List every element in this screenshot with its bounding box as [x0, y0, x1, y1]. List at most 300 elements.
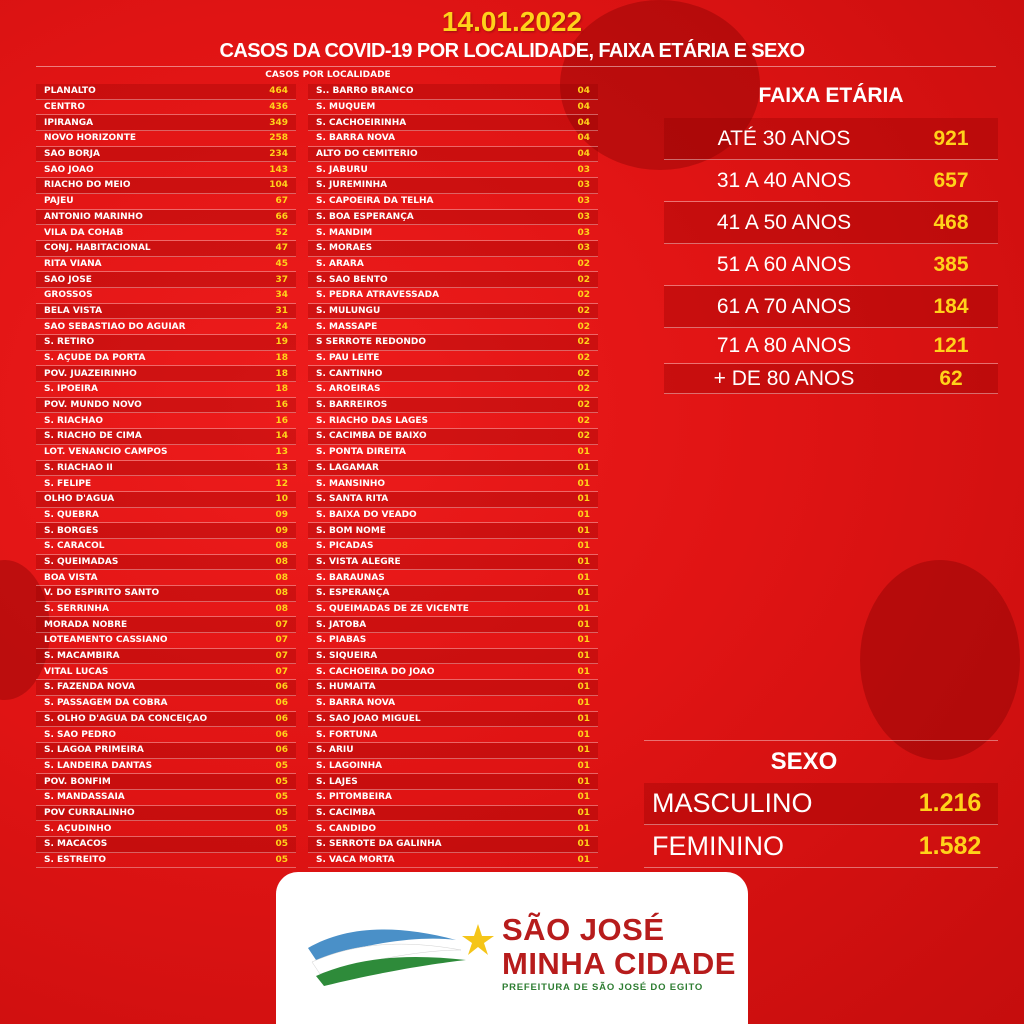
- locality-count: 02: [577, 384, 590, 395]
- logo-title-line2: MINHA CIDADE: [502, 946, 736, 981]
- locality-name: S. RIACHO DE CIMA: [44, 431, 142, 442]
- locality-name: S. BAIXA DO VEADO: [316, 509, 417, 520]
- sex-row-male: [644, 783, 998, 825]
- locality-name: S. MANSINHO: [316, 478, 386, 489]
- locality-name: SÃO BORJA: [44, 149, 100, 160]
- locality-name: S. LAGOA PRIMEIRA: [44, 745, 144, 756]
- locality-name: S. LAGOINHA: [316, 760, 383, 771]
- locality-count: 02: [577, 368, 590, 379]
- locality-name: CONJ. HABITACIONAL: [44, 243, 151, 254]
- locality-row: [36, 570, 296, 586]
- locality-count: 01: [577, 635, 590, 646]
- locality-count: 04: [577, 117, 590, 128]
- age-group-label: + DE 80 ANOS: [713, 366, 855, 390]
- locality-name: BELA VISTA: [44, 305, 103, 316]
- locality-name: POV. JUAZEIRINHO: [44, 368, 137, 379]
- locality-count: 31: [275, 305, 288, 316]
- locality-count: 07: [275, 619, 288, 630]
- locality-name: S. SÃO JOÃO MIGUEL: [316, 713, 421, 724]
- locality-count: 12: [275, 478, 288, 489]
- locality-row: [308, 774, 598, 790]
- locality-count: 04: [577, 149, 590, 160]
- locality-count: 05: [275, 760, 288, 771]
- locality-count: 18: [275, 384, 288, 395]
- locality-name: S. LAGAMAR: [316, 462, 379, 473]
- locality-row: [308, 712, 598, 728]
- locality-row: [308, 649, 598, 665]
- locality-count: 24: [275, 321, 288, 332]
- locality-name: S. RETIRO: [44, 337, 95, 348]
- age-group-row: [664, 328, 998, 364]
- locality-row: [36, 382, 296, 398]
- locality-count: 03: [577, 164, 590, 175]
- locality-name: S. IPOEIRA: [44, 384, 99, 395]
- logo-title-line1: SÃO JOSÉ: [502, 912, 665, 947]
- locality-row: [36, 351, 296, 367]
- locality-list-left: [36, 84, 296, 868]
- age-group-row: [664, 244, 998, 286]
- locality-row: [308, 304, 598, 320]
- locality-count: 06: [275, 682, 288, 693]
- locality-count: 01: [577, 509, 590, 520]
- locality-count: 47: [275, 243, 288, 254]
- age-group-label: 61 A 70 ANOS: [716, 294, 852, 318]
- locality-row: [308, 366, 598, 382]
- locality-count: 66: [275, 211, 288, 222]
- locality-name: S. LAJES: [316, 776, 358, 787]
- locality-name: S. MANDASSAIA: [44, 792, 125, 803]
- locality-name: VILA DA COHAB: [44, 227, 124, 238]
- flag-wave-icon: [306, 918, 496, 988]
- locality-name: S. BARREIROS: [316, 400, 388, 411]
- locality-name: S. MULUNGÚ: [316, 305, 381, 316]
- sex-row-female: [644, 826, 998, 868]
- locality-count: 03: [577, 243, 590, 254]
- locality-count: 01: [577, 698, 590, 709]
- locality-row: [36, 759, 296, 775]
- locality-name: S. BOM NOME: [316, 525, 386, 536]
- locality-name: RITA VIANA: [44, 258, 102, 269]
- locality-name: S. PIABAS: [316, 635, 367, 646]
- locality-name: S. CACIMBA DE BAIXO: [316, 431, 427, 442]
- age-group-value: 657: [933, 168, 969, 192]
- locality-row: [308, 539, 598, 555]
- locality-count: 01: [577, 556, 590, 567]
- locality-name: S. AROEIRAS: [316, 384, 381, 395]
- locality-count: 09: [275, 509, 288, 520]
- locality-count: 16: [275, 415, 288, 426]
- locality-name: S. FORTUNA: [316, 729, 378, 740]
- locality-count: 08: [275, 541, 288, 552]
- locality-row: [308, 335, 598, 351]
- locality-count: 02: [577, 258, 590, 269]
- locality-name: OLHO D'ÁGUA: [44, 494, 115, 505]
- locality-count: 02: [577, 337, 590, 348]
- locality-count: 03: [577, 196, 590, 207]
- locality-count: 01: [577, 541, 590, 552]
- locality-name: S. CAPOEIRA DA TELHA: [316, 196, 434, 207]
- locality-count: 03: [577, 211, 590, 222]
- locality-row: [308, 225, 598, 241]
- locality-count: 05: [275, 823, 288, 834]
- locality-row: [36, 366, 296, 382]
- locality-name: S. ARIÚ: [316, 745, 354, 756]
- locality-name: S. PAU LEITE: [316, 353, 380, 364]
- locality-row: [308, 633, 598, 649]
- locality-name: V. DO ESPIRITO SANTO: [44, 588, 160, 599]
- locality-name: POV CURRALINHO: [44, 807, 135, 818]
- locality-count: 02: [577, 400, 590, 411]
- locality-name: POV. MUNDO NOVO: [44, 400, 142, 411]
- locality-row: [36, 178, 296, 194]
- locality-row: [308, 790, 598, 806]
- locality-count: 349: [269, 117, 288, 128]
- locality-row: [36, 241, 296, 257]
- locality-row: [36, 131, 296, 147]
- locality-name: S. BORGES: [44, 525, 99, 536]
- locality-row: [308, 194, 598, 210]
- locality-count: 03: [577, 227, 590, 238]
- locality-row: [308, 272, 598, 288]
- locality-count: 05: [275, 839, 288, 850]
- locality-name: GROSSOS: [44, 290, 93, 301]
- locality-row: [308, 821, 598, 837]
- locality-row: [36, 461, 296, 477]
- locality-name: POV. BONFIM: [44, 776, 111, 787]
- age-group-label: ATÉ 30 ANOS: [717, 126, 851, 150]
- locality-name: S. RIACHO DAS LAGES: [316, 415, 428, 426]
- locality-count: 09: [275, 525, 288, 536]
- locality-count: 104: [269, 180, 288, 191]
- sex-label: MASCULINO: [652, 788, 813, 818]
- locality-row: [308, 664, 598, 680]
- locality-name: S. BARAÚNAS: [316, 572, 385, 583]
- locality-name: SÃO SEBASTIÃO DO AGUIAR: [44, 321, 186, 332]
- locality-count: 143: [269, 164, 288, 175]
- locality-row: [308, 476, 598, 492]
- divider: [644, 740, 998, 741]
- locality-name: S. AÇUDE DA PORTA: [44, 353, 146, 364]
- locality-row: [36, 774, 296, 790]
- logo-subtitle: PREFEITURA DE SÃO JOSÉ DO EGITO: [502, 982, 704, 993]
- locality-name: BOA VISTA: [44, 572, 98, 583]
- locality-count: 19: [275, 337, 288, 348]
- locality-name: S. CACHOEIRA DO JOÃO: [316, 666, 435, 677]
- locality-row: [36, 194, 296, 210]
- locality-count: 52: [275, 227, 288, 238]
- locality-name: S. VACA MORTA: [316, 855, 395, 866]
- locality-row: [308, 429, 598, 445]
- locality-row: [36, 115, 296, 131]
- locality-name: S.. BARRO BRANCO: [316, 86, 414, 97]
- locality-row: [308, 288, 598, 304]
- divider: [36, 66, 996, 67]
- locality-name: S. QUEIMADAS: [44, 556, 119, 567]
- locality-row: [308, 131, 598, 147]
- locality-name: S. HUMAITÁ: [316, 682, 376, 693]
- background-virus-shape: [860, 560, 1020, 760]
- locality-count: 02: [577, 290, 590, 301]
- page-title: CASOS DA COVID-19 POR LOCALIDADE, FAIXA ETÁRIA E SEXO: [219, 40, 805, 62]
- age-group-value: 121: [933, 333, 969, 357]
- locality-row: [308, 115, 598, 131]
- locality-count: 08: [275, 556, 288, 567]
- locality-count: 01: [577, 494, 590, 505]
- locality-name: S. PEDRA ATRAVESSADA: [316, 290, 440, 301]
- age-group-row: [664, 118, 998, 160]
- locality-count: 01: [577, 807, 590, 818]
- age-group-value: 385: [933, 252, 969, 276]
- locality-name: S. CARACOL: [44, 541, 105, 552]
- locality-count: 45: [275, 258, 288, 269]
- locality-count: 13: [275, 462, 288, 473]
- age-group-value: 921: [933, 126, 969, 150]
- locality-name: S. VISTA ALEGRE: [316, 556, 401, 567]
- locality-row: [36, 523, 296, 539]
- locality-count: 01: [577, 823, 590, 834]
- locality-row: [308, 586, 598, 602]
- locality-row: [308, 492, 598, 508]
- locality-count: 10: [275, 494, 288, 505]
- sex-value: 1.216: [918, 789, 982, 817]
- prefeitura-logo: [276, 872, 748, 1024]
- locality-count: 37: [275, 274, 288, 285]
- locality-count: 01: [577, 462, 590, 473]
- locality-row: [36, 743, 296, 759]
- locality-count: 01: [577, 651, 590, 662]
- locality-name: S. CACHOEIRINHA: [316, 117, 407, 128]
- locality-row: [36, 837, 296, 853]
- age-group-row: [664, 202, 998, 244]
- age-group-label: 41 A 50 ANOS: [716, 210, 852, 234]
- locality-row: [308, 461, 598, 477]
- locality-count: 04: [577, 133, 590, 144]
- locality-name: S. JUREMINHA: [316, 180, 388, 191]
- locality-count: 01: [577, 760, 590, 771]
- age-group-label: 31 A 40 ANOS: [716, 168, 852, 192]
- locality-row: [308, 837, 598, 853]
- locality-row: [308, 178, 598, 194]
- locality-count: 01: [577, 745, 590, 756]
- locality-name: S. QUEBRA: [44, 509, 99, 520]
- locality-name: S. RIACHÃO II: [44, 462, 113, 473]
- locality-row: [36, 272, 296, 288]
- locality-header: CASOS POR LOCALIDADE: [265, 70, 391, 80]
- locality-name: ANTÔNIO MARINHO: [44, 211, 143, 222]
- locality-list-right: [308, 84, 598, 868]
- locality-row: [36, 602, 296, 618]
- locality-count: 05: [275, 792, 288, 803]
- locality-row: [308, 570, 598, 586]
- locality-row: [308, 555, 598, 571]
- locality-name: VITAL LUCAS: [44, 666, 109, 677]
- locality-name: S. CÂNDIDO: [316, 823, 377, 834]
- locality-count: 01: [577, 588, 590, 599]
- locality-row: [36, 853, 296, 869]
- locality-name: S. BOA ESPERANÇA: [316, 211, 414, 222]
- locality-count: 01: [577, 619, 590, 630]
- locality-name: S. PASSAGEM DA COBRA: [44, 698, 168, 709]
- locality-name: S. CACIMBA: [316, 807, 376, 818]
- locality-count: 01: [577, 855, 590, 866]
- locality-count: 08: [275, 604, 288, 615]
- age-group-label: 51 A 60 ANOS: [716, 252, 852, 276]
- locality-row: [308, 257, 598, 273]
- locality-name: S. JATOBÁ: [316, 619, 367, 630]
- locality-name: LOT. VENÂNCIO CAMPOS: [44, 447, 168, 458]
- locality-row: [36, 821, 296, 837]
- locality-count: 01: [577, 713, 590, 724]
- locality-row: [308, 382, 598, 398]
- locality-row: [36, 335, 296, 351]
- locality-count: 06: [275, 698, 288, 709]
- sex-label: FEMININO: [652, 831, 784, 861]
- sex-value: 1.582: [918, 832, 982, 860]
- locality-name: S. AÇUDINHO: [44, 823, 112, 834]
- locality-row: [36, 225, 296, 241]
- locality-count: 08: [275, 588, 288, 599]
- locality-row: [36, 147, 296, 163]
- locality-row: [36, 476, 296, 492]
- locality-count: 06: [275, 713, 288, 724]
- locality-name: CENTRO: [44, 102, 86, 113]
- locality-name: RIACHO DO MEIO: [44, 180, 131, 191]
- locality-count: 01: [577, 447, 590, 458]
- locality-row: [36, 586, 296, 602]
- locality-count: 02: [577, 274, 590, 285]
- locality-count: 01: [577, 604, 590, 615]
- locality-row: [308, 743, 598, 759]
- locality-row: [36, 100, 296, 116]
- locality-count: 01: [577, 525, 590, 536]
- locality-row: [308, 445, 598, 461]
- locality-name: S. MUQUÉM: [316, 102, 376, 113]
- locality-count: 01: [577, 478, 590, 489]
- locality-count: 464: [269, 86, 288, 97]
- locality-count: 234: [269, 149, 288, 160]
- locality-row: [36, 649, 296, 665]
- locality-name: PLANALTO: [44, 86, 96, 97]
- age-group-value: 62: [939, 366, 963, 390]
- locality-name: S. ARARA: [316, 258, 364, 269]
- locality-name: S. SERROTE DA GALINHA: [316, 839, 442, 850]
- locality-name: S. PONTA DIREITA: [316, 447, 407, 458]
- sex-title: SEXO: [770, 748, 838, 775]
- age-group-value: 468: [933, 210, 969, 234]
- locality-count: 258: [269, 133, 288, 144]
- locality-name: S. SANTA RITA: [316, 494, 389, 505]
- locality-count: 07: [275, 666, 288, 677]
- locality-count: 67: [275, 196, 288, 207]
- locality-row: [308, 806, 598, 822]
- locality-row: [36, 84, 296, 100]
- locality-row: [36, 257, 296, 273]
- age-group-list: [664, 118, 998, 394]
- locality-row: [308, 727, 598, 743]
- locality-count: 18: [275, 368, 288, 379]
- locality-name: S. ESTREITO: [44, 855, 107, 866]
- locality-row: [308, 853, 598, 869]
- locality-name: S. PITOMBEIRA: [316, 792, 392, 803]
- locality-count: 01: [577, 776, 590, 787]
- locality-name: S. BARRA NOVA: [316, 698, 396, 709]
- locality-name: S. SÃO PEDRO: [44, 729, 117, 740]
- locality-row: [36, 555, 296, 571]
- locality-row: [36, 712, 296, 728]
- locality-count: 01: [577, 792, 590, 803]
- age-group-label: 71 A 80 ANOS: [716, 333, 852, 357]
- locality-name: S. JABURÚ: [316, 164, 368, 175]
- locality-row: [36, 413, 296, 429]
- locality-row: [308, 241, 598, 257]
- locality-count: 02: [577, 305, 590, 316]
- locality-name: NOVO HORIZONTE: [44, 133, 136, 144]
- locality-name: S. SÃO BENTO: [316, 274, 388, 285]
- locality-count: 01: [577, 682, 590, 693]
- locality-count: 04: [577, 86, 590, 97]
- locality-name: S. BARRA NOVA: [316, 133, 396, 144]
- locality-name: S. MACACOS: [44, 839, 108, 850]
- locality-row: [36, 508, 296, 524]
- locality-count: 04: [577, 102, 590, 113]
- locality-count: 01: [577, 729, 590, 740]
- locality-row: [308, 162, 598, 178]
- locality-row: [36, 288, 296, 304]
- age-group-row: [664, 160, 998, 202]
- locality-name: S. ESPERANÇA: [316, 588, 390, 599]
- age-group-title: FAIXA ETÁRIA: [758, 84, 904, 107]
- locality-name: SÃO JOSÉ: [44, 274, 92, 285]
- star-icon: [462, 924, 494, 955]
- locality-count: 02: [577, 321, 590, 332]
- locality-row: [308, 351, 598, 367]
- locality-name: PAJEÚ: [44, 196, 74, 207]
- locality-count: 01: [577, 666, 590, 677]
- locality-count: 16: [275, 400, 288, 411]
- locality-row: [36, 696, 296, 712]
- locality-count: 436: [269, 102, 288, 113]
- locality-row: [308, 759, 598, 775]
- locality-name: IPIRANGA: [44, 117, 94, 128]
- locality-name: MORADA NOBRE: [44, 619, 128, 630]
- report-date: 14.01.2022: [441, 6, 583, 37]
- locality-count: 02: [577, 431, 590, 442]
- locality-count: 07: [275, 635, 288, 646]
- locality-row: [36, 492, 296, 508]
- locality-row: [308, 617, 598, 633]
- locality-count: 02: [577, 353, 590, 364]
- locality-row: [308, 100, 598, 116]
- locality-count: 05: [275, 807, 288, 818]
- locality-name: S. MASSAPÊ: [316, 321, 378, 332]
- locality-row: [36, 664, 296, 680]
- locality-name: S. QUEIMADAS DE ZÉ VICENTE: [316, 604, 469, 615]
- locality-row: [308, 398, 598, 414]
- locality-row: [36, 304, 296, 320]
- locality-row: [36, 162, 296, 178]
- locality-count: 02: [577, 415, 590, 426]
- age-group-row: [664, 286, 998, 328]
- locality-name: S. SERRINHA: [44, 604, 109, 615]
- locality-row: [36, 319, 296, 335]
- locality-row: [308, 413, 598, 429]
- locality-row: [308, 147, 598, 163]
- locality-name: S. FAZENDA NOVA: [44, 682, 136, 693]
- locality-count: 05: [275, 776, 288, 787]
- locality-count: 18: [275, 353, 288, 364]
- locality-row: [36, 806, 296, 822]
- locality-count: 03: [577, 180, 590, 191]
